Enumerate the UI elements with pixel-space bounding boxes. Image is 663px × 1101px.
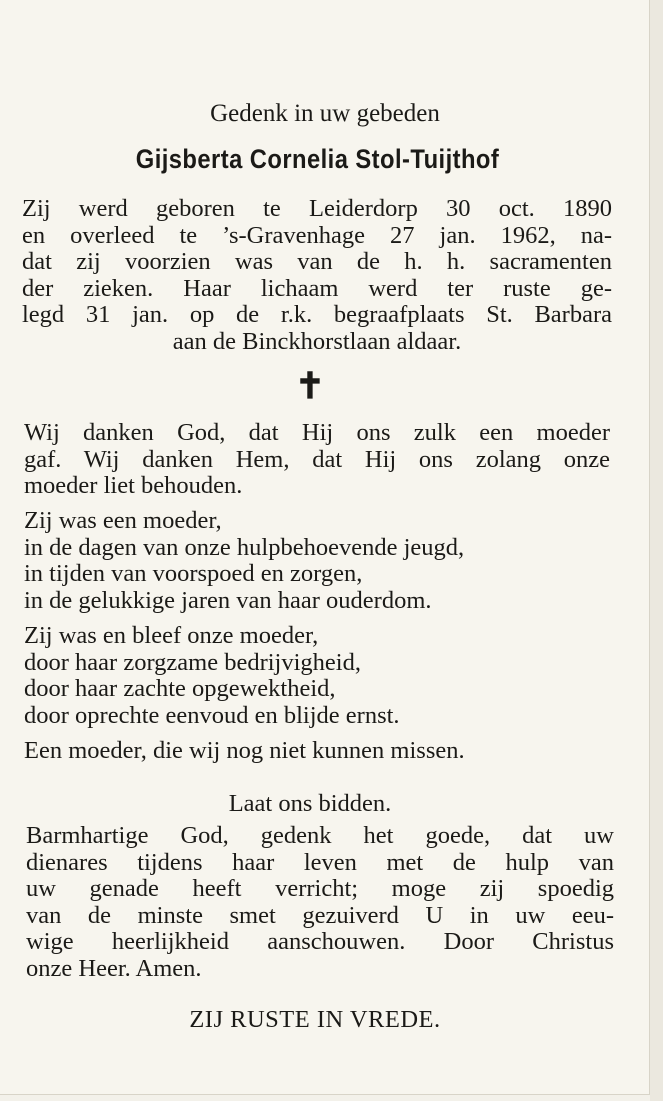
cross-icon: ✝ <box>294 366 326 406</box>
stanza-line: door haar zorgzame bedrijvigheid, <box>24 648 361 676</box>
stanza-line: in tijden van voorspoed en zorgen, <box>24 560 363 587</box>
thanks-paragraph <box>24 420 610 500</box>
card-edge <box>650 0 663 1101</box>
prayer-title: Laat ons bidden. <box>228 790 392 817</box>
biography-line: dat zij voorzien was van de h. h. sacramenten <box>22 248 612 275</box>
prayer-paragraph <box>26 823 614 982</box>
stanza-line: Zij was en bleef onze moeder, <box>24 622 319 649</box>
biography-paragraph <box>22 196 612 355</box>
prayer-line: dienares tijdens haar leven met de hulp van <box>26 848 614 876</box>
stanza-mother-2 <box>24 623 614 729</box>
biography-line: der zieken. Haar lichaam werd ter ruste ge- <box>22 274 612 302</box>
stanza-line: Een moeder, die wij nog niet kunnen missen. <box>24 737 465 764</box>
closing-line: ZIJ RUSTE IN VREDE. <box>189 1006 441 1033</box>
prayer-line: wige heerlijkheid aanschouwen. Door Christus <box>26 928 614 955</box>
prayer-line: uw genade heeft verricht; moge zij spoedig <box>26 875 614 902</box>
biography-line: Zij werd geboren te Leiderdorp 30 oct. 1890 <box>22 195 612 222</box>
stanza-mother-1 <box>24 508 614 614</box>
stanza-line: door haar zachte opgewektheid, <box>24 675 336 702</box>
prayer-line: onze Heer. Amen. <box>26 954 202 982</box>
card-heading: Gedenk in uw gebeden <box>210 100 440 127</box>
biography-line: legd 31 jan. op de r.k. begraafplaats St. Barbara <box>22 301 612 328</box>
prayer-line: van de minste smet gezuiverd U in uw eeu- <box>26 901 614 929</box>
deceased-name: Gijsberta Cornelia Stol-Tuijthof <box>135 144 500 174</box>
biography-line: aan de Binckhorstlaan aldaar. <box>172 327 462 355</box>
stanza-mother-3 <box>24 738 614 765</box>
stanza-line: in de dagen van onze hulpbehoevende jeugd, <box>24 533 465 561</box>
stanza-line: in de gelukkige jaren van haar ouderdom. <box>24 586 432 614</box>
stanza-line: Zij was een moeder, <box>24 507 222 534</box>
thanks-line: Wij danken God, dat Hij ons zulk een moeder <box>24 419 610 446</box>
thanks-line: moeder liet behouden. <box>24 472 243 499</box>
thanks-line: gaf. Wij danken Hem, dat Hij ons zolang onze <box>24 445 610 473</box>
biography-line: en overleed te ’s-Gravenhage 27 jan. 1962, na- <box>22 221 612 249</box>
prayer-line: Barmhartige God, gedenk het goede, dat uw <box>26 822 614 849</box>
stanza-line: door oprechte eenvoud en blijde ernst. <box>24 701 400 729</box>
